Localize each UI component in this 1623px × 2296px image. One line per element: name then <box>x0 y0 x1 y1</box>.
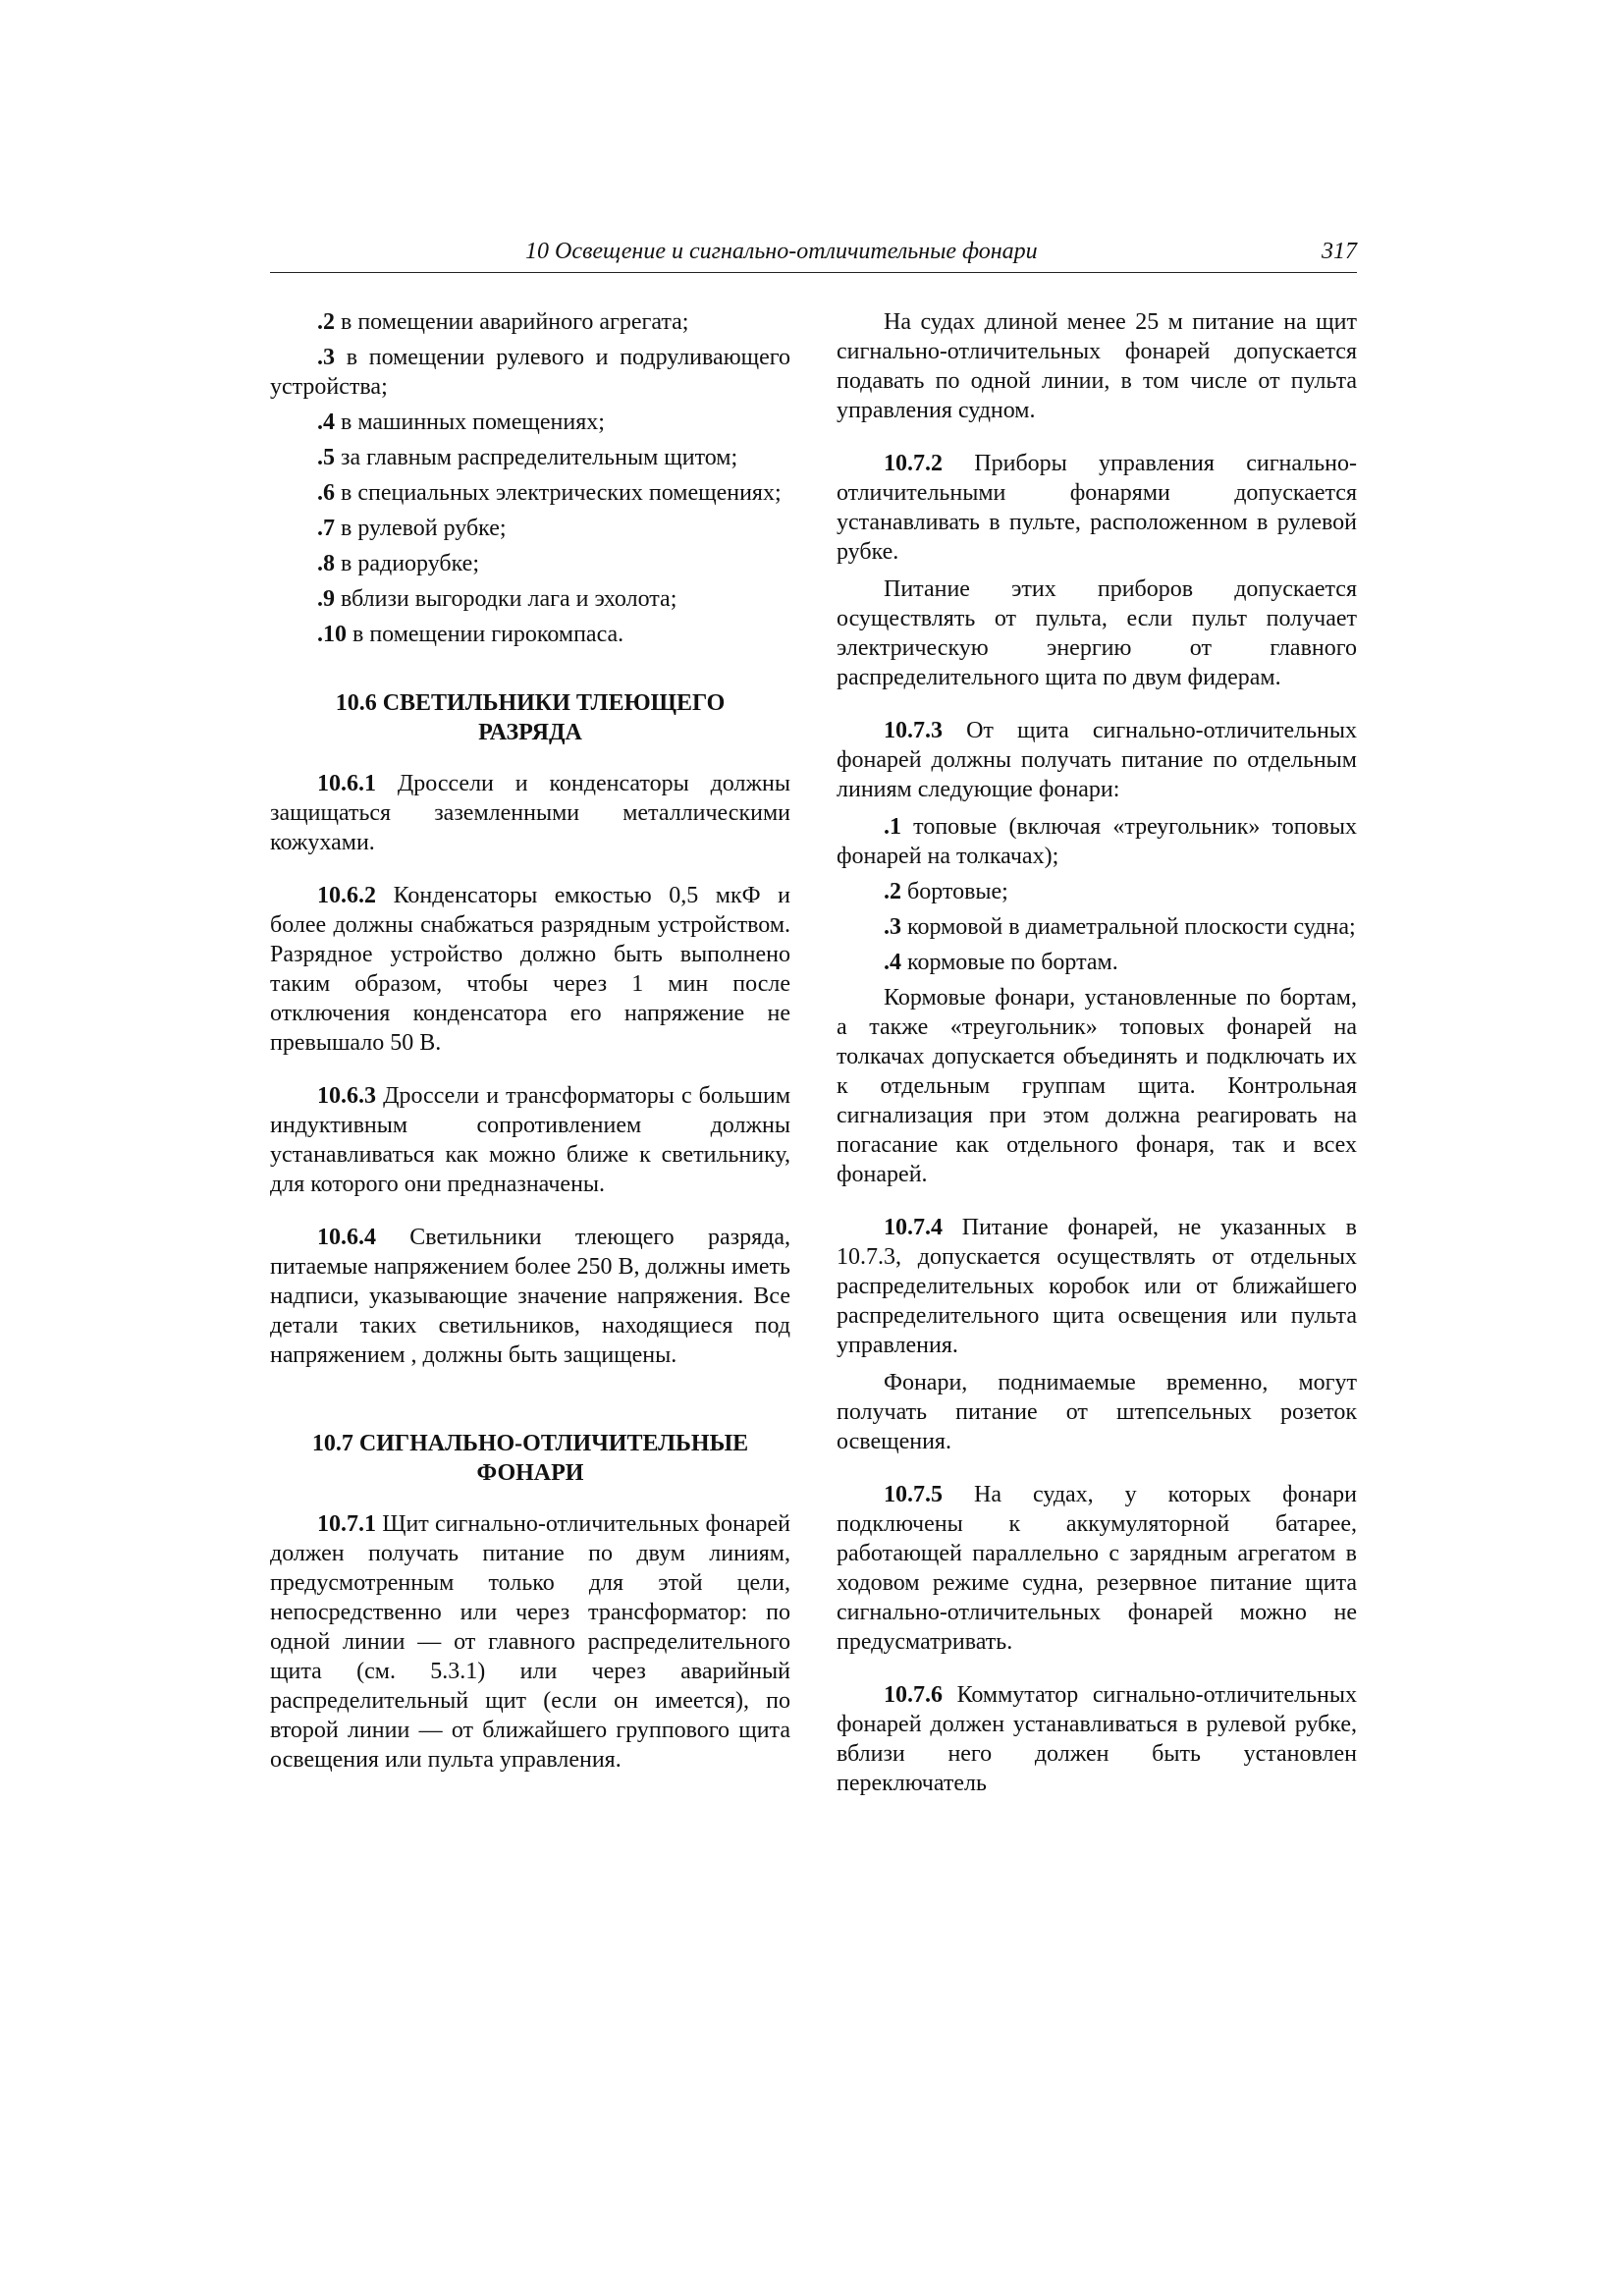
item-text: бортовые; <box>901 879 1008 904</box>
item-text: в радиорубке; <box>335 551 479 576</box>
item-text: в помещении аварийного агрегата; <box>335 309 689 335</box>
clause-text: Питание фонарей, не указанных в 10.7.3, допускается осуществлять от отдельных распределительных коробок или от ближайшего распределительного щита освещения или пульта управления. <box>837 1215 1357 1358</box>
clause-number: 10.6.2 <box>317 883 376 908</box>
paragraph-10-6-3 <box>270 1081 790 1199</box>
paragraph-10-6-4 <box>270 1223 790 1370</box>
clause-text: Светильники тлеющего разряда, питаемые напряжением более 250 В, должны иметь надписи, указывающие значение напряжения. Все детали таких светильников, находящиеся под напряжением , должны быть защищены. <box>270 1225 790 1368</box>
clause-text: Щит сигнально-отличительных фонарей должен получать питание по двум линиям, предусмотренным только для этой цели, непосредственно или через трансформатор: по одной линии — от главного распределительного щита (см. 5.3.1) или через аварийный распределительный щит (если он имеется), по второй линии — от ближайшего группового щита освещения или пульта управления. <box>270 1511 790 1773</box>
item-number: .3 <box>884 914 901 940</box>
paragraph-10-7-1 <box>270 1509 790 1775</box>
list-item <box>270 478 790 508</box>
paragraph-10-7-4 <box>837 1213 1357 1360</box>
item-number: .4 <box>884 950 901 975</box>
item-number: .10 <box>317 622 347 647</box>
item-text: в машинных помещениях; <box>335 410 605 435</box>
list-item <box>270 343 790 402</box>
paragraph-stern-lights: Кормовые фонари, установленные по бортам, а также «треугольник» топовых фонарей на толкачах допускается объединять и подключать их к отдельным группам щита. Контрольная сигнализация при этом должна реагировать на погасание как отдельного фонаря, так и всех фонарей. <box>837 985 1357 1187</box>
item-number: .9 <box>317 586 335 612</box>
item-text: в помещении гирокомпаса. <box>347 622 624 647</box>
running-header <box>270 239 1357 273</box>
heading-line: ФОНАРИ <box>476 1460 584 1486</box>
list-item <box>270 620 790 649</box>
right-column <box>837 307 1357 1806</box>
paragraph-10-7-2 <box>837 449 1357 567</box>
clause-text: Приборы управления сигнально-отличительными фонарями допускается устанавливать в пульте, расположенном в рулевой рубке. <box>837 451 1357 565</box>
clause-text: От щита сигнально-отличительных фонарей должны получать питание по отдельным линиям следующие фонари: <box>837 718 1357 802</box>
paragraph-10-7-5 <box>837 1480 1357 1657</box>
list-item <box>270 584 790 614</box>
item-number: .2 <box>317 309 335 335</box>
clause-number: 10.6.4 <box>317 1225 376 1250</box>
section-heading-10-7 <box>270 1429 790 1488</box>
list-item <box>837 912 1357 942</box>
item-number: .6 <box>317 480 335 506</box>
paragraph-10-7-6 <box>837 1680 1357 1798</box>
list-item <box>837 877 1357 906</box>
item-text: кормовой в диаметральной плоскости судна; <box>901 914 1356 940</box>
clause-text: Конденсаторы емкостью 0,5 мкФ и более должны снабжаться разрядным устройством. Разрядное устройство должно быть выполнено таким образом, чтобы через 1 мин после отключения конденсатора его напряжение не превышало 50 В. <box>270 883 790 1056</box>
item-text: в рулевой рубке; <box>335 516 507 541</box>
item-number: .7 <box>317 516 335 541</box>
paragraph-10-6-1 <box>270 769 790 857</box>
list-item <box>270 514 790 543</box>
item-text: за главным распределительным щитом; <box>335 445 738 470</box>
heading-line: 10.6 СВЕТИЛЬНИКИ ТЛЕЮЩЕГО <box>335 690 726 716</box>
item-number: .4 <box>317 410 335 435</box>
paragraph-boats-under-25m: На судах длиной менее 25 м питание на щит сигнально-отличительных фонарей допускается подавать по одной линии, в том числе от пульта управления судном. <box>837 309 1357 423</box>
item-number: .1 <box>884 814 901 840</box>
heading-line: РАЗРЯДА <box>478 720 582 745</box>
list-item <box>270 307 790 337</box>
clause-number: 10.7.1 <box>317 1511 376 1537</box>
list-item <box>837 948 1357 977</box>
clause-text: На судах, у которых фонари подключены к аккумуляторной батарее, работающей параллельно с зарядным агрегатом в ходовом режиме судна, резервное питание щита сигнально-отличительных фонарей можно не предусматривать. <box>837 1482 1357 1655</box>
item-text: топовые (включая «треугольник» топовых фонарей на толкачах); <box>837 814 1357 869</box>
list-item <box>270 549 790 578</box>
item-text: вблизи выгородки лага и эхолота; <box>335 586 677 612</box>
heading-line: 10.7 СИГНАЛЬНО-ОТЛИЧИТЕЛЬНЫЕ <box>311 1431 749 1456</box>
left-column <box>270 307 790 1782</box>
paragraph-10-7-3 <box>837 716 1357 804</box>
item-text: в помещении рулевого и подруливающего устройства; <box>270 345 790 400</box>
clause-number: 10.6.3 <box>317 1083 376 1109</box>
item-number: .8 <box>317 551 335 576</box>
clause-number: 10.7.2 <box>884 451 943 476</box>
clause-number: 10.6.1 <box>317 771 376 796</box>
page-number: 317 <box>1322 239 1357 264</box>
header-title: 10 Освещение и сигнально-отличительные фонари <box>525 239 1038 264</box>
list-item <box>837 812 1357 871</box>
paragraph-power-devices: Питание этих приборов допускается осуществлять от пульта, если пульт получает электрическую энергию от главного распределительного щита по двум фидерам. <box>837 576 1357 690</box>
item-text: в специальных электрических помещениях; <box>335 480 782 506</box>
paragraph-10-6-2 <box>270 881 790 1058</box>
item-text: кормовые по бортам. <box>901 950 1118 975</box>
list-item <box>270 443 790 472</box>
list-item <box>270 408 790 437</box>
item-number: .5 <box>317 445 335 470</box>
item-number: .3 <box>317 345 335 370</box>
clause-number: 10.7.5 <box>884 1482 943 1507</box>
clause-number: 10.7.4 <box>884 1215 943 1240</box>
paragraph-temporary-lights: Фонари, поднимаемые временно, могут получать питание от штепсельных розеток освещения. <box>837 1370 1357 1454</box>
clause-text: Коммутатор сигнально-отличительных фонарей должен устанавливаться в рулевой рубке, вблизи него должен быть установлен переключатель <box>837 1682 1357 1796</box>
clause-text: Дроссели и конденсаторы должны защищаться заземленными металлическими кожухами. <box>270 771 790 855</box>
section-heading-10-6 <box>270 688 790 747</box>
clause-number: 10.7.6 <box>884 1682 943 1708</box>
clause-text: Дроссели и трансформаторы с большим индуктивным сопротивлением должны устанавливаться как можно ближе к светильнику, для которого они предназначены. <box>270 1083 790 1197</box>
item-number: .2 <box>884 879 901 904</box>
clause-number: 10.7.3 <box>884 718 943 743</box>
